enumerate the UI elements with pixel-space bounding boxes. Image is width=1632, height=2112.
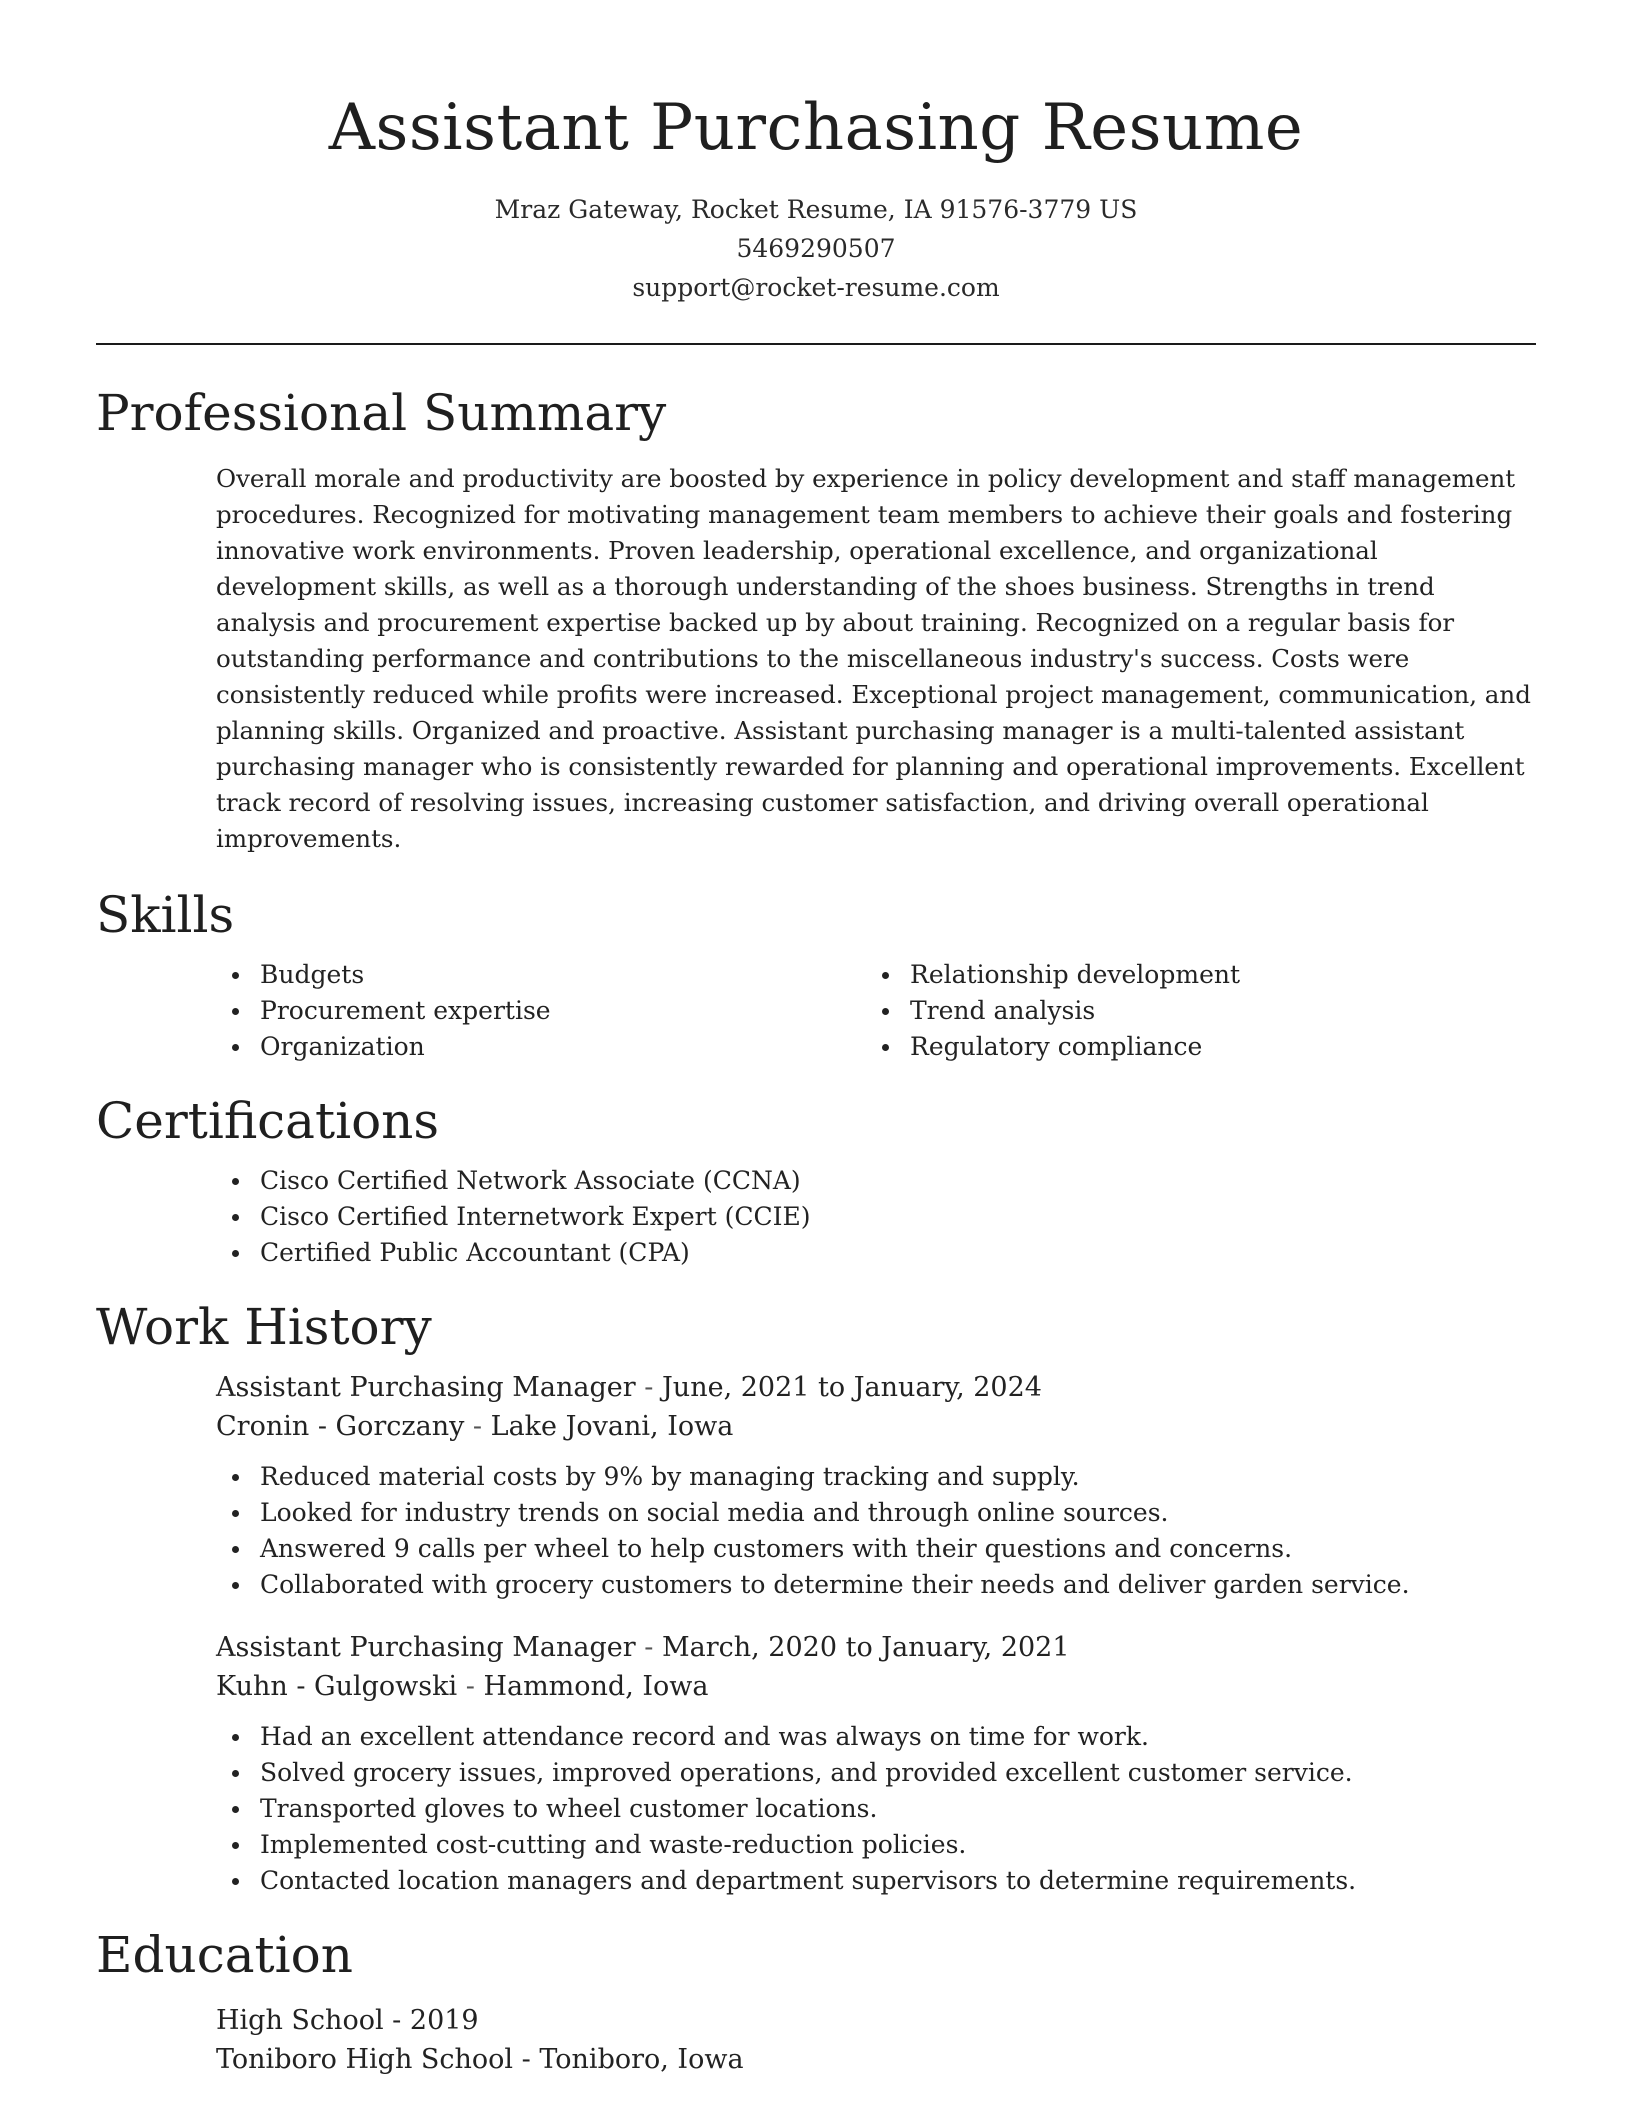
job-entry bbox=[216, 1369, 1536, 1603]
skill-item: Trend analysis bbox=[866, 993, 1516, 1029]
resume-title: Assistant Purchasing Resume bbox=[328, 91, 1304, 165]
skills-section bbox=[96, 885, 1536, 1065]
job-bullet: Had an excellent attendance record and was always on time for work. bbox=[216, 1719, 1536, 1755]
job-bullet: Looked for industry trends on social media and through online sources. bbox=[216, 1495, 1536, 1531]
skill-item: Budgets bbox=[216, 957, 866, 993]
job-company: Cronin - Gorczany bbox=[216, 1411, 465, 1442]
address: Mraz Gateway, Rocket Resume, IA 91576-3779 US bbox=[494, 195, 1138, 224]
job-bullet: Collaborated with grocery customers to determine their needs and deliver garden service. bbox=[216, 1567, 1536, 1603]
job-bullet: Reduced material costs by 9% by managing tracking and supply. bbox=[216, 1459, 1536, 1495]
certifications-list bbox=[216, 1163, 1536, 1271]
job-company-line: Kuhn - Gulgowski - Hammond, Iowa bbox=[216, 1671, 709, 1702]
job-bullets bbox=[216, 1719, 1536, 1899]
email: support@rocket-resume.com bbox=[632, 273, 1000, 302]
education-degree-line: High School - 2019 bbox=[216, 2005, 479, 2036]
education-school: Toniboro High School bbox=[216, 2044, 514, 2075]
job-bullet: Implemented cost-cutting and waste-reduction policies. bbox=[216, 1827, 1536, 1863]
education-year: 2019 bbox=[409, 2005, 479, 2036]
contact-block bbox=[96, 190, 1536, 307]
job-bullet: Answered 9 calls per wheel to help customers with their questions and concerns. bbox=[216, 1531, 1536, 1567]
education-heading: Education bbox=[96, 1926, 353, 1984]
header-divider bbox=[96, 343, 1536, 345]
skills-list-right bbox=[866, 957, 1516, 1065]
certification-item: Cisco Certified Internetwork Expert (CCIE) bbox=[216, 1199, 1536, 1235]
job-bullet: Contacted location managers and department supervisors to determine requirements. bbox=[216, 1863, 1536, 1899]
phone: 5469290507 bbox=[736, 234, 896, 263]
job-dates: March, 2020 to January, 2021 bbox=[661, 1632, 1070, 1663]
job-company-line: Cronin - Gorczany - Lake Jovani, Iowa bbox=[216, 1411, 734, 1442]
job-bullet: Transported gloves to wheel customer locations. bbox=[216, 1791, 1536, 1827]
work-history-heading: Work History bbox=[96, 1298, 432, 1356]
job-company: Kuhn - Gulgowski bbox=[216, 1671, 458, 1702]
skill-item: Relationship development bbox=[866, 957, 1516, 993]
education-degree: High School bbox=[216, 2005, 384, 2036]
job-dates: June, 2021 to January, 2024 bbox=[661, 1372, 1042, 1403]
job-title-line: Assistant Purchasing Manager - March, 2020 to January, 2021 bbox=[216, 1632, 1070, 1663]
resume-header bbox=[96, 0, 1536, 307]
job-title: Assistant Purchasing Manager bbox=[216, 1372, 636, 1403]
work-history-section bbox=[96, 1297, 1536, 1899]
education-school-line: Toniboro High School - Toniboro, Iowa bbox=[216, 2044, 744, 2075]
job-bullet: Solved grocery issues, improved operations, and provided excellent customer service. bbox=[216, 1755, 1536, 1791]
skill-item: Regulatory compliance bbox=[866, 1029, 1516, 1065]
job-title-line: Assistant Purchasing Manager - June, 2021 to January, 2024 bbox=[216, 1372, 1042, 1403]
certification-item: Certified Public Accountant (CPA) bbox=[216, 1235, 1536, 1271]
job-entry bbox=[216, 1629, 1536, 1899]
certifications-section bbox=[96, 1091, 1536, 1271]
certification-item: Cisco Certified Network Associate (CCNA) bbox=[216, 1163, 1536, 1199]
certifications-heading: Certifications bbox=[96, 1092, 440, 1150]
education-location: Toniboro, Iowa bbox=[539, 2044, 744, 2075]
education-section bbox=[96, 1925, 1536, 2079]
skill-item: Procurement expertise bbox=[216, 993, 866, 1029]
job-location: Hammond, Iowa bbox=[483, 1671, 709, 1702]
summary-text: Overall morale and productivity are boosted by experience in policy development and staff management procedures. Recognized for motivating management team members to achieve their goals and fostering innovative work environments. Proven leadership, operational excellence, and organizational development skills, as well as a thorough understanding of the shoes business. Strengths in trend analysis and procurement expertise backed up by about training. Recognized on a regular basis for outstanding performance and contributions to the miscellaneous industry's success. Costs were consistently reduced while profits were increased. Exceptional project management, communication, and planning skills. Organized and proactive. Assistant purchasing manager is a multi-talented assistant purchasing manager who is consistently rewarded for planning and operational improvements. Excellent track record of resolving issues, increasing customer satisfaction, and driving overall operational improvements. bbox=[216, 464, 1531, 853]
job-bullets bbox=[216, 1459, 1536, 1603]
summary-section bbox=[96, 383, 1536, 857]
summary-heading: Professional Summary bbox=[96, 384, 667, 442]
skills-list-left bbox=[216, 957, 866, 1065]
job-location: Lake Jovani, Iowa bbox=[490, 1411, 734, 1442]
skill-item: Organization bbox=[216, 1029, 866, 1065]
skills-heading: Skills bbox=[96, 886, 235, 944]
job-title: Assistant Purchasing Manager bbox=[216, 1632, 636, 1663]
